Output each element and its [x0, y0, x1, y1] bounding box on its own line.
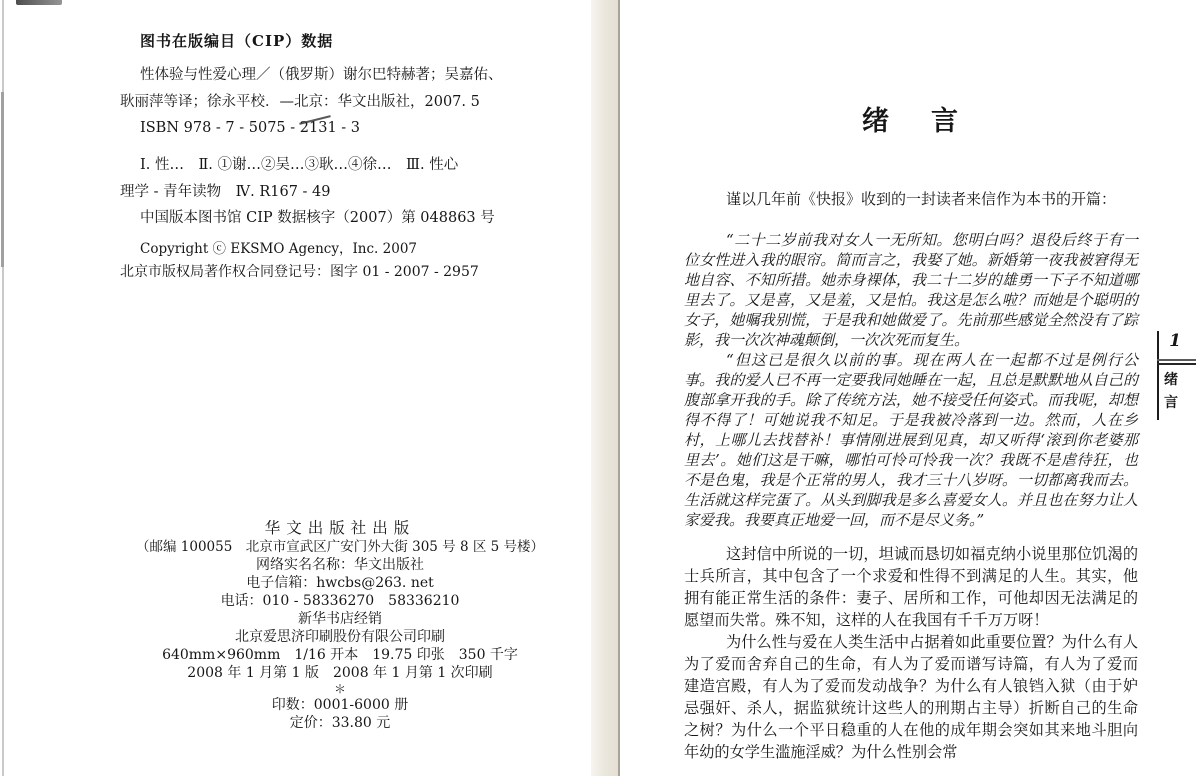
preface-body [684, 543, 1138, 763]
margin-tab-label-char: 绪 [1164, 372, 1178, 388]
separator-star: ＊ [333, 682, 346, 696]
margin-tab-rule-vertical [1157, 331, 1159, 420]
cip-entry-line: 耿丽萍等译；徐永平校．—北京：华文出版社，2007. 5 [120, 93, 480, 110]
page-number: 1 [1169, 331, 1181, 351]
cip-entry-block [120, 62, 590, 142]
web-name-line: 网络实名名称：华文出版社 [256, 557, 424, 573]
email-line: 电子信箱：hwcbs@263. net [246, 575, 434, 591]
page-gutter [591, 0, 620, 776]
title-char: 绪 [862, 106, 889, 137]
intro-paragraph: 谨以几年前《快报》收到的一封读者来信作为本书的开篇： [726, 190, 1117, 208]
price-line: 定价：33.80 元 [289, 715, 391, 731]
cip-header: 图书在版编目（CIP）数据 [140, 32, 334, 50]
isbn-line: ISBN 978 - 7 - 5075 - 2131 - 3 [140, 120, 361, 136]
quote-paragraph: “但这已是很久以前的事。现在两人在一起都不过是例行公事。我的爱人已不再一定要我同她睡在一起，且总是默默地从自己的腹部拿开我的手。除了传统方法，她不接受任何姿式。而我呢，却想得不得了！可她说我不知足。于是我被冷落到一边。然而，人在乡村，上哪儿去找替补！事情刚进展到见真，却又听得‘滚到你老婆那里去’。她们这是干嘛，哪怕可怜可怜我一次？我既不是虐待狂，也不是色鬼，我是个正常的男人，我才三十八岁呀。一切都离我而去。生活就这样完蛋了。从头到脚我是多么喜爱女人。并且也在努力让人家爱我。我要真正地爱一回，而不是尽义务。” [684, 351, 1138, 529]
page-title [684, 99, 1136, 138]
copyright-notice: Copyright ⓒ EKSMO Agency，Inc. 2007 [140, 241, 418, 257]
margin-tab-rule-top [1157, 359, 1196, 361]
reader-letter-quote [684, 230, 1138, 530]
cip-record-number: 中国版本图书馆 CIP 数据核字（2007）第 048863 号 [140, 210, 495, 226]
cip-class-line: Ⅰ. 性… Ⅱ. ①谢…②吴…③耿…④徐… Ⅲ. 性心 [140, 157, 459, 173]
body-paragraph: 这封信中所说的一切，坦诚而恳切如福克纳小说里那位饥渴的士兵所言，其中包含了一个求爱和性得不到满足的人生。其实，他拥有能正常生活的条件：妻子、居所和工作，可他却因无法满足的愿望而失常。殊不知，这样的人在我国有千千万万呀！ [684, 545, 1138, 629]
printer-line: 北京爱思济印刷股份有限公司印刷 [235, 629, 445, 645]
quote-paragraph: “二十二岁前我对女人一无所知。您明白吗？退役后终于有一位女性进入我的眼帘。简而言之，我娶了她。新婚第一夜我被窘得无地自容、不知所措。她赤身裸体，我二十二岁的雄勇一下子不知道哪里去了。又是喜，又是羞，又是怕。我这是怎么啦？而她是个聪明的女子，她嘱我别慌，于是我和她做爱了。先前那些感觉全然没有了踪影，我一次次神魂颠倒，一次次死而复生。 [684, 231, 1138, 349]
cip-classification-block [120, 152, 590, 232]
phone-line: 电话：010 - 58336270 58336210 [220, 593, 460, 609]
format-line: 640mm×960mm 1/16 开本 19.75 印张 350 千字 [162, 647, 518, 663]
publisher-line: 华文出版社出版 [264, 519, 416, 537]
publisher-address: （邮编 100055 北京市宣武区广安门外大街 305 号 8 区 5 号楼） [135, 539, 545, 555]
scan-edge-shadow [1, 92, 4, 267]
margin-tab-rule-bottom [1157, 363, 1196, 365]
title-char: 言 [931, 106, 958, 137]
scan-smudge [16, 0, 62, 5]
edition-line: 2008 年 1 月第 1 版 2008 年 1 月第 1 次印刷 [187, 665, 493, 681]
cip-entry-line: 性体验与性爱心理／（俄罗斯）谢尔巴特赫著；吴嘉佑、 [140, 67, 503, 83]
cip-class-line: 理学 - 青年读物 Ⅳ. R167 - 49 [120, 183, 331, 200]
margin-tab-label-char: 言 [1164, 395, 1178, 411]
distributor-line: 新华书店经销 [298, 611, 382, 627]
body-paragraph: 为什么性与爱在人类生活中占据着如此重要位置？为什么有人为了爱而舍弃自己的生命，有人为了爱而谱写诗篇，有人为了爱而建造宫殿，有人为了爱而发动战争？为什么有人锒铛入狱（由于妒忌强奸、杀人，据监狱统计这些人的刑期占主导）折断自己的生命之树？为什么一个平日稳重的人在他的成年期会突如其来地斗胆向年幼的女学生滥施淫威？为什么性别会常 [684, 633, 1138, 761]
print-run-line: 印数：0001-6000 册 [271, 697, 409, 713]
copyright-registration: 北京市版权局著作权合同登记号：图字 01 - 2007 - 2957 [120, 264, 479, 280]
colophon-block [102, 518, 578, 732]
